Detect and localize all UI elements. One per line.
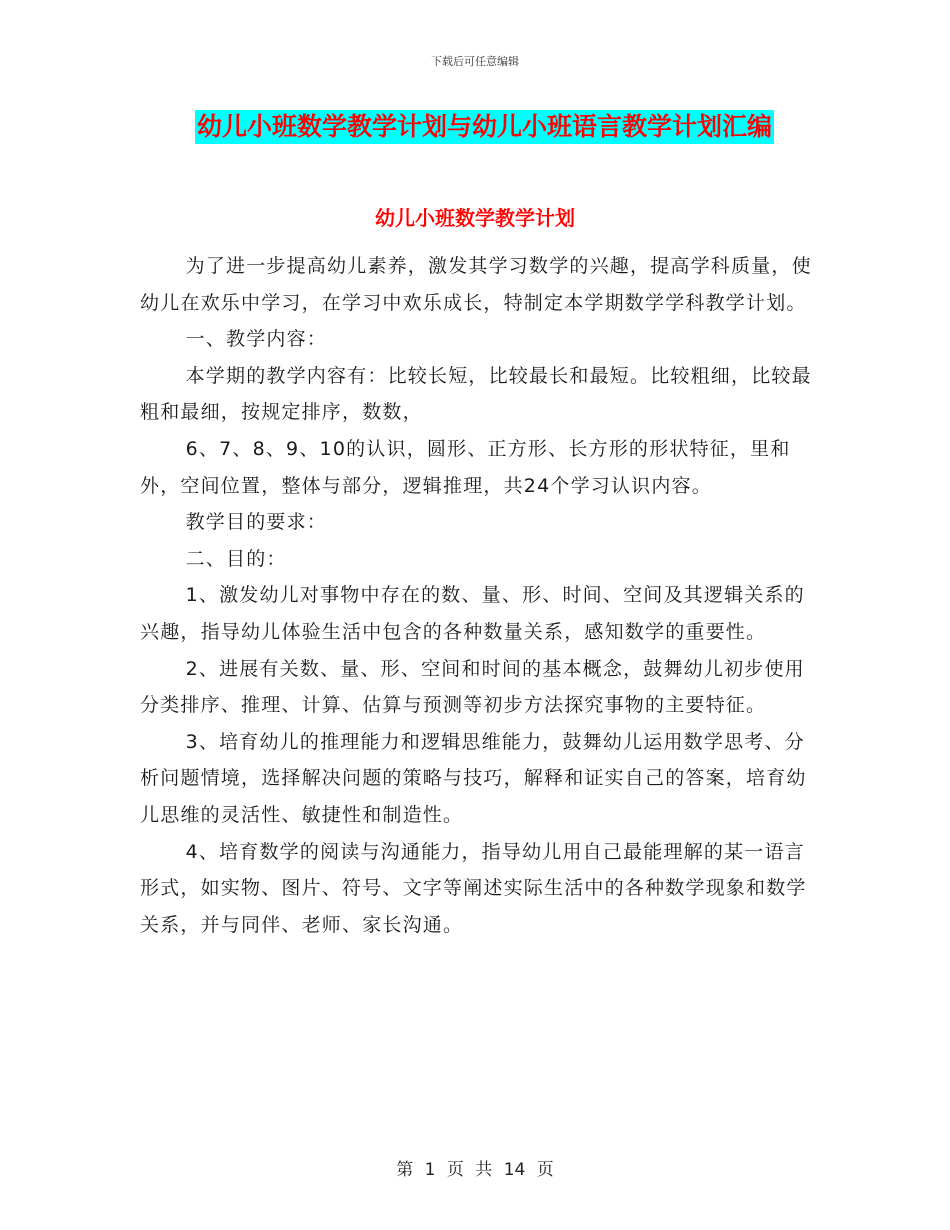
goal-item-3: 3、培育幼儿的推理能力和逻辑思维能力，鼓舞幼儿运用数学思考、分析问题情境，选择解决问题的策略与技巧，解释和证实自己的答案，培育幼儿思维的灵活性、敏捷性和制造性。: [140, 730, 807, 826]
paragraph-intro: 为了进一步提高幼儿素养，激发其学习数学的兴趣，提高学科质量，使幼儿在欢乐中学习，在学习中欢乐成长，特制定本学期数学学科教学计划。: [140, 255, 812, 314]
heading-goals: 二、目的：: [185, 547, 287, 570]
goal-item-2: 2、进展有关数、量、形、空间和时间的基本概念，鼓舞幼儿初步使用分类排序、推理、计算、估算与预测等初步方法探究事物的主要特征。: [140, 657, 805, 717]
paragraph-content: 本学期的教学内容有：比较长短，比较最长和最短。比较粗细，比较最粗和最细，按规定排序，数数，: [140, 364, 812, 424]
goal-item-1: 1、激发幼儿对事物中存在的数、量、形、时间、空间及其逻辑关系的兴趣，指导幼儿体验生活中包含的各种数量关系，感知数学的重要性。: [140, 584, 805, 643]
page-number: 第 1 页 共 14 页: [396, 1160, 554, 1180]
document-body: [140, 248, 820, 943]
heading-requirements: 教学目的要求：: [185, 511, 327, 534]
heading-teaching-content: 一、教学内容：: [185, 328, 327, 351]
goal-item-4: 4、培育数学的阅读与沟通能力，指导幼儿用自己最能理解的某一语言形式，如实物、图片、符号、文字等阐述实际生活中的各种数学现象和数学关系，并与同伴、老师、家长沟通。: [140, 840, 807, 936]
page-header: 下载后可任意编辑: [431, 55, 519, 68]
document-title: 幼儿小班数学教学计划与幼儿小班语言教学计划汇编: [195, 110, 774, 144]
section-title: 幼儿小班数学教学计划: [375, 206, 575, 230]
paragraph-content-2: 6、7、8、9、10的认识，圆形、正方形、长方形的形状特征，里和外，空间位置，整体与部分，逻辑推理，共24个学习认识内容。: [140, 437, 791, 497]
